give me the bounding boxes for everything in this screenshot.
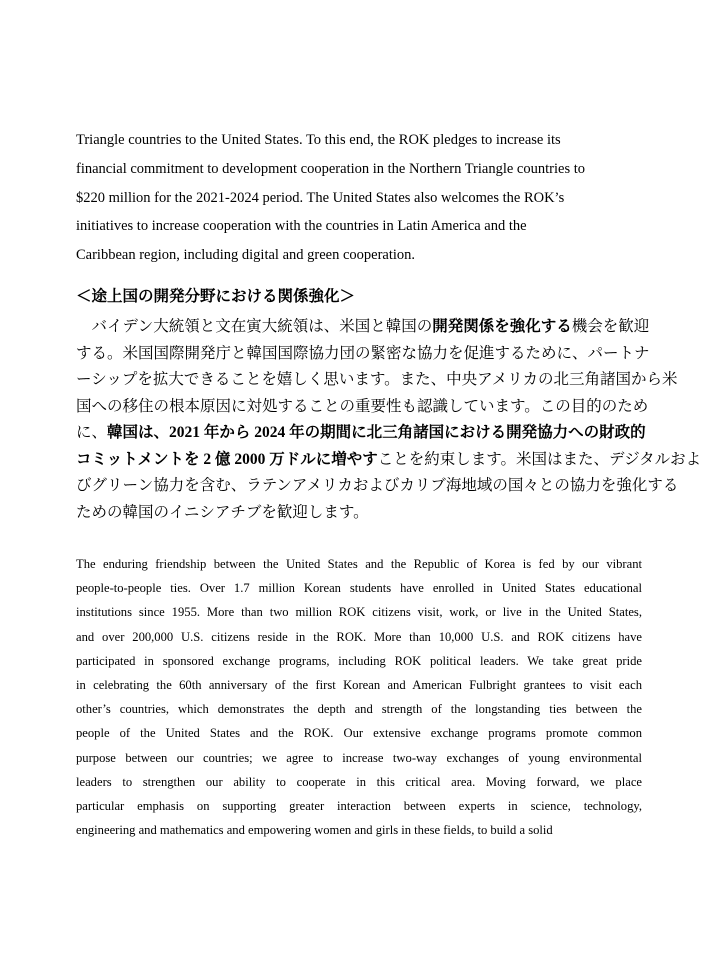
bold-text-run: 韓国は、2021 年から 2024 年の期間に北三角諸国における開発協力への財政的: [107, 424, 646, 441]
text-run: する。米国国際開発庁と韓国国際協力団の緊密な協力を促進するために、パートナ: [76, 344, 650, 362]
text-line: in celebrating the 60th anniversary of the first Korean and American Fulbright grantees to visit each: [76, 678, 642, 693]
text-line: financial commitment to development cooperation in the Northern Triangle countries to: [76, 160, 585, 177]
text-line: leaders to strengthen our ability to cooperate in this critical area. Moving forward, we place: [76, 774, 642, 789]
text-line: [76, 447, 702, 474]
text-run: びグリーン協力を含む、ラテンアメリカおよびカリブ海地域の国々との協力を強化する: [76, 477, 679, 494]
text-run: バイデン大統領と文在寅大統領は、米国と韓国の: [76, 318, 433, 335]
text-run: に、: [76, 424, 108, 441]
text-line: [76, 473, 679, 500]
text-line: The enduring friendship between the United States and the Republic of Korea is fed by our vibrant: [76, 557, 642, 571]
text-line: and over 200,000 U.S. citizens reside in the ROK. More than 10,000 U.S. and ROK citizens have: [76, 629, 642, 644]
text-run: 国への移住の根本原因に対処することの重要性も認識しています。この目的のため: [76, 397, 649, 415]
text-line: [76, 500, 642, 527]
text-run: 機会を歓迎: [571, 318, 650, 335]
text-line: [76, 314, 650, 341]
text-line: institutions since 1955. More than two million ROK citizens visit, work, or live in the United States,: [76, 605, 642, 620]
text-line: Triangle countries to the United States. To this end, the ROK pledges to increase its: [76, 132, 561, 148]
text-line: [76, 420, 646, 447]
text-line: initiatives to increase cooperation with the countries in Latin America and the: [76, 218, 527, 235]
text-line: Caribbean region, including digital and green cooperation.: [76, 247, 416, 264]
text-run: ーシップを拡大できることを嬉しく思います。また、中央アメリカの北三角諸国から米: [76, 371, 678, 388]
text-line: people-to-people ties. Over 1.7 million Korean students have enrolled in United States educational: [76, 581, 642, 596]
bold-text-run: 開発関係を強化する: [432, 318, 572, 335]
text-run: ための韓国のイニシアチブを歓迎します。: [76, 503, 369, 521]
bold-text-run: コミットメントを 2 億 2000 万ドルに増やす: [76, 450, 378, 468]
text-line: people of the United States and the ROK. Our extensive exchange programs promote common: [76, 726, 642, 741]
text-line: particular emphasis on supporting greater interaction between experts in science, technology,: [76, 799, 642, 814]
text-line: purpose between our countries; we agree to increase two-way exchanges of young environmental: [76, 750, 642, 765]
paragraph-en-bottom: [76, 552, 642, 842]
text-run: ことを約束します。米国はまた、デジタルおよ: [377, 450, 702, 468]
text-line: engineering and mathematics and empowering women and girls in these fields, to build a solid: [76, 823, 553, 838]
text-line: [76, 394, 649, 421]
text-line: other’s countries, which demonstrates the depth and strength of the longstanding ties between the: [76, 702, 642, 717]
text-line: [76, 367, 678, 394]
text-line: [76, 341, 650, 368]
text-line: $220 million for the 2021-2024 period. The United States also welcomes the ROK’s: [76, 189, 565, 206]
section-heading-jp: ＜途上国の開発分野における関係強化＞: [76, 288, 356, 305]
paragraph-jp: [76, 314, 702, 526]
text-line: participated in sponsored exchange programs, including ROK political leaders. We take great pride: [76, 653, 642, 668]
paragraph-en-top: [76, 126, 642, 270]
